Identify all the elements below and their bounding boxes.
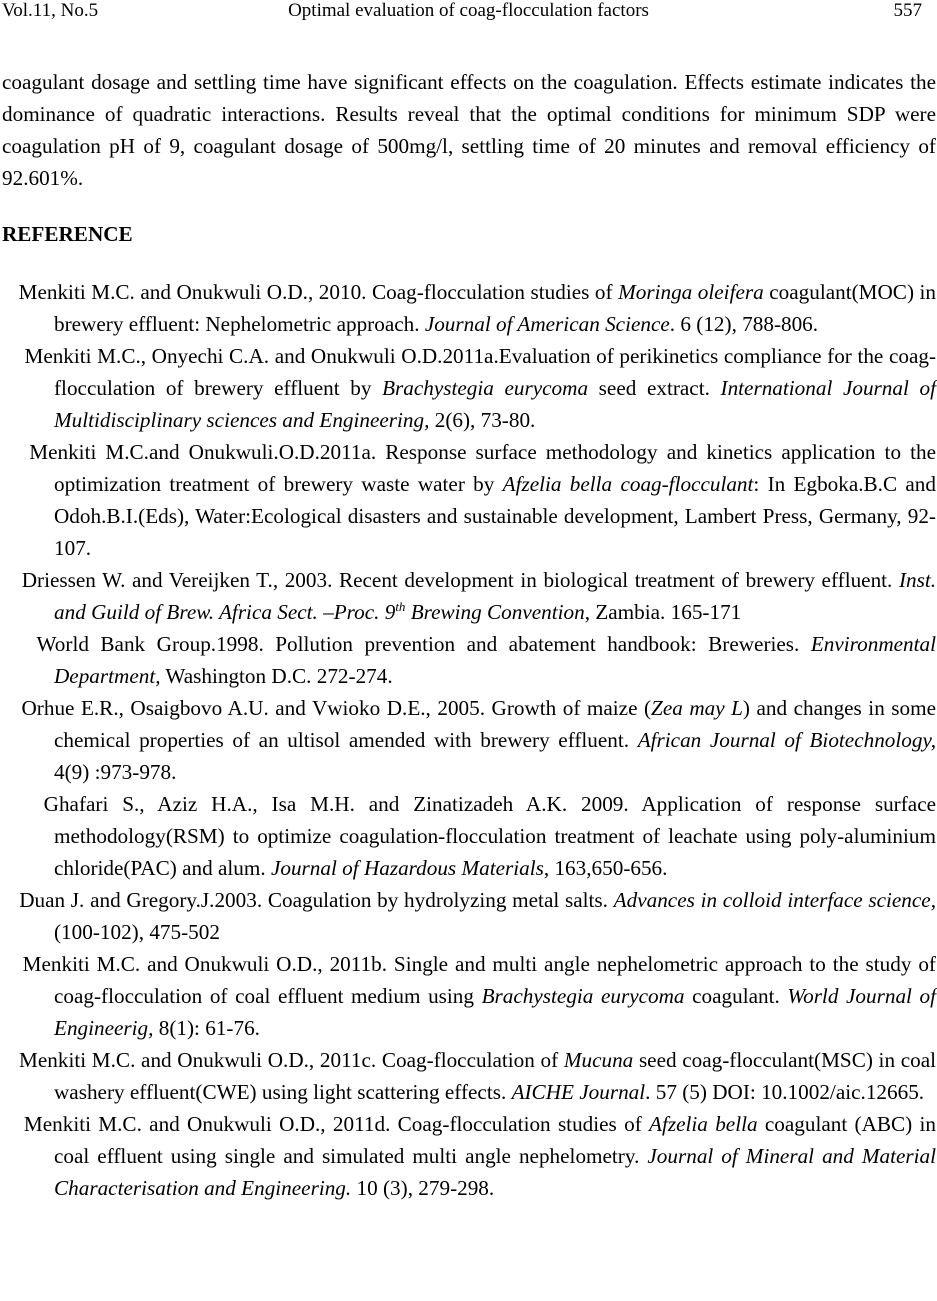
reference-text: Driessen W. and Vereijken T., 2003. Recent development in biological treatment of brewery effluent. bbox=[21, 568, 899, 592]
reference-text: . 57 (5) DOI: 10.1002/aic.12665. bbox=[645, 1080, 925, 1104]
reference-text: , 163,650-656. bbox=[543, 856, 668, 880]
reference-text: Ghafari S., Aziz H.A., Isa M.H. and Zinatizadeh A.K. 2009. Application of response surface methodology(RSM) to optimize coagulation-flocculation treatment of leachate using poly-aluminium chloride(PAC) and alum. bbox=[43, 792, 936, 880]
reference-text: World Bank Group.1998. Pollution prevention and abatement handbook: Breweries. bbox=[36, 632, 811, 656]
page-number: 557 bbox=[893, 0, 922, 21]
reference-italic-text: World Journal of Engineerig, bbox=[54, 984, 936, 1040]
reference-italic-text: Inst. and Guild of Brew. Africa Sect. –Proc. 9 bbox=[54, 568, 937, 624]
page-body bbox=[2, 66, 936, 1204]
reference-text: : In Egboka.B.C and Odoh.B.I.(Eds), Water:Ecological disasters and sustainable development, Lambert Press, Germany, 92-107. bbox=[54, 472, 936, 560]
reference-text: Orhue E.R., Osaigbovo A.U. and Vwioko D.E., 2005. Growth of maize ( bbox=[21, 696, 652, 720]
reference-item bbox=[2, 564, 936, 628]
reference-text: Menkiti M.C. and Onukwuli O.D., 2011d. Coag-flocculation studies of bbox=[23, 1112, 650, 1136]
reference-item bbox=[2, 884, 936, 948]
reference-text: coagulant. bbox=[684, 984, 788, 1008]
reference-item bbox=[2, 436, 936, 564]
reference-text: seed coag-flocculant(MSC) in coal washery effluent(CWE) using light scattering effects. bbox=[54, 1048, 937, 1104]
reference-italic-text: African Journal of Biotechnology, bbox=[637, 728, 936, 752]
reference-text: Duan J. and Gregory.J.2003. Coagulation by hydrolyzing metal salts. bbox=[19, 888, 614, 912]
reference-italic-text: Environmental Department, bbox=[54, 632, 936, 688]
reference-item bbox=[2, 948, 936, 1044]
reference-text: Washington D.C. 272-274. bbox=[160, 664, 393, 688]
conclusion-paragraph: coagulant dosage and settling time have significant effects on the coagulation. Effects estimate indicates the dominance of quadratic interactions. Results reveal that the optimal conditions for minimum SDP were coagulation pH of 9, coagulant dosage of 500mg/l, settling time of 20 minutes and removal efficiency of 92.601%. bbox=[2, 70, 936, 190]
reference-text: ,(100-102), 475-502 bbox=[54, 888, 937, 944]
reference-italic-text: Zea may L bbox=[651, 696, 743, 720]
reference-text: Menkiti M.C. and Onukwuli O.D., 2011c. Coag-flocculation of bbox=[19, 1048, 564, 1072]
reference-italic-text: International Journal of Multidisciplinary sciences and Engineering, bbox=[54, 376, 936, 432]
reference-item bbox=[2, 1108, 936, 1204]
reference-italic-text: Journal of American Science bbox=[424, 312, 670, 336]
references-heading: REFERENCE bbox=[2, 222, 133, 246]
reference-italic-text: Afzelia bella coag-flocculant bbox=[502, 472, 754, 496]
reference-text: , Zambia. 165-171 bbox=[584, 600, 742, 624]
reference-italic-text: Brewing Convention bbox=[405, 600, 585, 624]
reference-italic-text: Afzelia bella bbox=[649, 1112, 758, 1136]
reference-item bbox=[2, 692, 936, 788]
reference-text: coagulant(MOC) in brewery effluent: Nephelometric approach. bbox=[54, 280, 937, 336]
reference-item bbox=[2, 788, 936, 884]
reference-text: 4(9) :973-978. bbox=[54, 760, 177, 784]
reference-italic-text: Moringa oleifera bbox=[618, 280, 764, 304]
reference-list bbox=[2, 276, 936, 1204]
reference-text: Menkiti M.C. and Onukwuli O.D., 2010. Coag-flocculation studies of bbox=[18, 280, 619, 304]
reference-italic-text: Brachystegia eurycoma bbox=[382, 376, 589, 400]
reference-text: Menkiti M.C. and Onukwuli O.D., 2011b. Single and multi angle nephelometric approach to the study of coag-flocculation of coal effluent medium using bbox=[22, 952, 936, 1008]
reference-text: 10 (3), 279-298. bbox=[351, 1176, 495, 1200]
reference-item bbox=[2, 628, 936, 692]
journal-volume: Vol.11, No.5 bbox=[2, 0, 99, 21]
reference-italic-text: Advances in colloid interface science bbox=[613, 888, 931, 912]
reference-italic-text: Brachystegia eurycoma bbox=[481, 984, 685, 1008]
reference-text: 2(6), 73-80. bbox=[429, 408, 536, 432]
running-title: Optimal evaluation of coag-flocculation factors bbox=[288, 0, 649, 21]
reference-text: Menkiti M.C.and Onukwuli.O.D.2011a. Response surface methodology and kinetics application to the optimization treatment of brewery waste water by bbox=[29, 440, 936, 496]
reference-text: coagulant (ABC) in coal effluent using single and simulated multi angle nephelometry. bbox=[54, 1112, 936, 1168]
reference-text: Menkiti M.C., Onyechi C.A. and Onukwuli O.D.2011a.Evaluation of perikinetics compliance for the coag-flocculation of brewery effluent by bbox=[18, 344, 937, 400]
reference-text: seed extract. bbox=[588, 376, 721, 400]
reference-item bbox=[2, 276, 936, 340]
reference-italic-text: Journal of Hazardous Materials bbox=[270, 856, 544, 880]
reference-text: . 6 (12), 788-806. bbox=[669, 312, 819, 336]
reference-italic-text: th bbox=[395, 598, 406, 614]
reference-item bbox=[2, 1044, 936, 1108]
reference-italic-text: Journal of Mineral and Material Characterisation and Engineering. bbox=[54, 1144, 937, 1200]
page-header bbox=[0, 0, 937, 22]
reference-text: ) and changes in some chemical properties of an ultisol amended with brewery effluent. bbox=[54, 696, 937, 752]
reference-italic-text: AICHE Journal bbox=[511, 1080, 646, 1104]
reference-text: 8(1): 61-76. bbox=[153, 1016, 260, 1040]
reference-item bbox=[2, 340, 936, 436]
reference-italic-text: Mucuna bbox=[563, 1048, 634, 1072]
